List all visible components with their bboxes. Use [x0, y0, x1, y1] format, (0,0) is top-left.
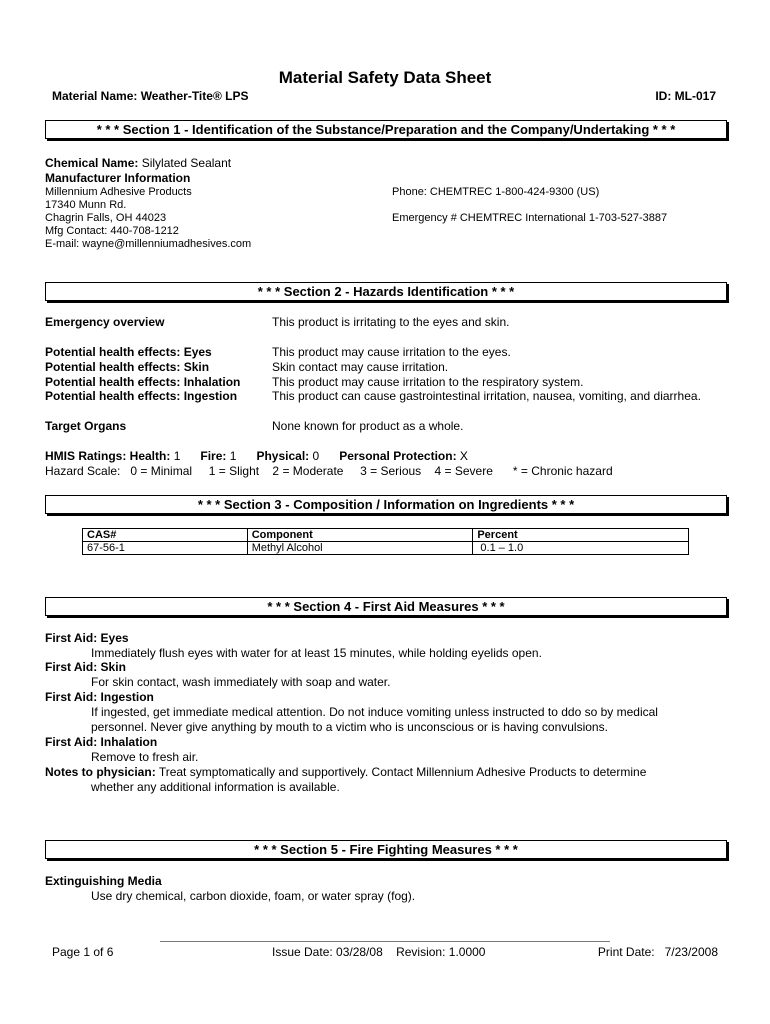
page-number: Page 1 of 6 [52, 945, 114, 959]
cas-cell: 67-56-1 [83, 542, 248, 555]
health-effect-value: This product can cause gastrointestinal irritation, nausea, vomiting, and diarrhea. [272, 389, 701, 403]
section-5-header: * * * Section 5 - Fire Fighting Measures * * * [45, 840, 727, 859]
first-aid-inhalation-label: First Aid: Inhalation [45, 735, 158, 749]
health-effect-value: This product may cause irritation to the eyes. [272, 345, 511, 359]
first-aid-inhalation-text: Remove to fresh air. [91, 750, 199, 764]
table-header-row [83, 529, 689, 542]
health-effect-label: Potential health effects: Skin [45, 360, 210, 374]
emergency-overview-label: Emergency overview [45, 315, 165, 329]
target-organs-value: None known for product as a whole. [272, 419, 464, 433]
target-organs-label: Target Organs [45, 419, 127, 433]
chemical-name [45, 156, 231, 170]
footer-divider [160, 941, 610, 942]
first-aid-ingestion-text: If ingested, get immediate medical attention. Do not induce vomiting unless instructed to ddo so by medical [91, 705, 658, 719]
hmis-protection-value: X [459, 449, 468, 463]
section-1-header: * * * Section 1 - Identification of the Substance/Preparation and the Company/Undertaking * * * [45, 120, 727, 139]
emergency-phone: Emergency # CHEMTREC International 1-703-527-3887 [392, 212, 668, 224]
hmis-physical-value: 0 [312, 449, 320, 463]
document-id: ID: ML-017 [655, 89, 716, 103]
manufacturer-line: Chagrin Falls, OH 44023 [45, 212, 167, 224]
notes-text: Treat symptomatically and supportively. Contact Millennium Adhesive Products to determine [158, 765, 647, 779]
hmis-physical-label: Physical: [256, 449, 310, 463]
first-aid-ingestion-text: personnel. Never give anything by mouth to a victim who is unconscious or is having convulsions. [91, 720, 608, 734]
hmis-ratings [45, 449, 468, 463]
health-effect-label: Potential health effects: Inhalation [45, 375, 241, 389]
chemical-name-value: Silylated Sealant [141, 156, 232, 170]
extinguishing-media-label: Extinguishing Media [45, 874, 162, 888]
manufacturer-line: 17340 Munn Rd. [45, 199, 127, 211]
document-title: Material Safety Data Sheet [278, 68, 492, 87]
manufacturer-line: Mfg Contact: 440-708-1212 [45, 225, 179, 237]
manufacturer-heading: Manufacturer Information [45, 171, 191, 185]
column-header: Component [247, 529, 473, 542]
hmis-health-label: HMIS Ratings: Health: [45, 449, 171, 463]
print-date: Print Date: 7/23/2008 [597, 945, 718, 959]
chemical-name-label: Chemical Name: [45, 156, 139, 170]
table-row [83, 542, 689, 555]
notes-to-physician [45, 765, 646, 779]
section-4-header: * * * Section 4 - First Aid Measures * * * [45, 597, 727, 616]
percent-cell: 0.1 – 1.0 [473, 542, 689, 555]
notes-text: whether any additional information is available. [91, 780, 340, 794]
issue-date: Issue Date: 03/28/08 Revision: 1.0000 [272, 945, 486, 959]
hmis-protection-label: Personal Protection: [339, 449, 457, 463]
hazard-scale: Hazard Scale: 0 = Minimal 1 = Slight 2 = Moderate 3 = Serious 4 = Severe * = Chronic hazard [45, 464, 613, 478]
column-header: Percent [473, 529, 689, 542]
phone: Phone: CHEMTREC 1-800-424-9300 (US) [392, 186, 600, 198]
hmis-fire-value: 1 [229, 449, 237, 463]
health-effect-label: Potential health effects: Eyes [45, 345, 212, 359]
hmis-fire-label: Fire: [200, 449, 227, 463]
component-cell: Methyl Alcohol [247, 542, 473, 555]
section-3-header: * * * Section 3 - Composition / Information on Ingredients * * * [45, 495, 727, 514]
column-header: CAS# [83, 529, 248, 542]
emergency-overview-value: This product is irritating to the eyes and skin. [272, 315, 510, 329]
first-aid-ingestion-label: First Aid: Ingestion [45, 690, 154, 704]
health-effect-value: This product may cause irritation to the respiratory system. [272, 375, 584, 389]
first-aid-eyes-text: Immediately flush eyes with water for at least 15 minutes, while holding eyelids open. [91, 646, 542, 660]
first-aid-skin-label: First Aid: Skin [45, 660, 126, 674]
health-effect-value: Skin contact may cause irritation. [272, 360, 449, 374]
ingredients-table [82, 528, 689, 555]
first-aid-eyes-label: First Aid: Eyes [45, 631, 129, 645]
manufacturer-email: E-mail: wayne@millenniumadhesives.com [45, 238, 252, 250]
health-effect-label: Potential health effects: Ingestion [45, 389, 238, 403]
section-2-header: * * * Section 2 - Hazards Identification * * * [45, 282, 727, 301]
manufacturer-line: Millennium Adhesive Products [45, 186, 192, 198]
notes-label: Notes to physician: [45, 765, 156, 779]
material-name: Material Name: Weather-Tite® LPS [52, 89, 249, 103]
first-aid-skin-text: For skin contact, wash immediately with soap and water. [91, 675, 391, 689]
hmis-health-value: 1 [173, 449, 181, 463]
extinguishing-media-text: Use dry chemical, carbon dioxide, foam, or water spray (fog). [91, 889, 416, 903]
